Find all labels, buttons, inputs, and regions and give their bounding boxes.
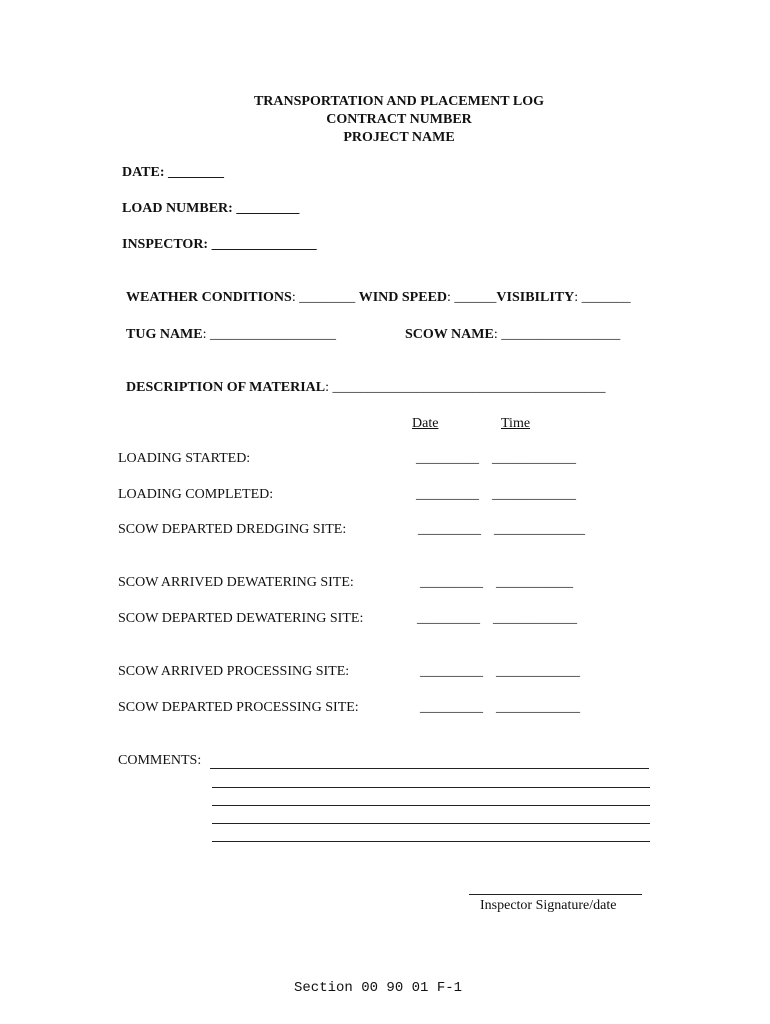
visibility-label: VISIBILITY <box>496 290 575 305</box>
comments-line[interactable] <box>212 841 650 842</box>
row-label: LOADING COMPLETED: <box>118 487 274 502</box>
section-footer: Section 00 90 01 F-1 <box>294 980 463 996</box>
row-label: LOADING STARTED: <box>118 451 251 466</box>
load-number-field[interactable]: LOAD NUMBER: _________ <box>122 201 300 216</box>
comments-line[interactable] <box>212 805 650 806</box>
tug-name-blank[interactable]: : __________________ <box>202 327 337 342</box>
row-label: SCOW ARRIVED DEWATERING SITE: <box>118 575 354 590</box>
material-label: DESCRIPTION OF MATERIAL <box>126 380 326 395</box>
weather-label: WEATHER CONDITIONS <box>126 290 292 305</box>
date-blank[interactable]: _________ <box>420 664 483 679</box>
comments-label: COMMENTS: <box>118 753 202 768</box>
tug-name-field <box>118 310 336 342</box>
wind-speed-label: WIND SPEED <box>358 290 448 305</box>
date-blank[interactable]: _________ <box>420 700 483 715</box>
scow-name-field <box>397 310 620 342</box>
project-name: PROJECT NAME <box>343 130 455 145</box>
scow-name-blank[interactable]: : _________________ <box>493 327 621 342</box>
row-label: SCOW DEPARTED PROCESSING SITE: <box>118 700 359 715</box>
time-blank[interactable]: ____________ <box>496 664 580 679</box>
signature-line[interactable] <box>469 894 642 895</box>
date-blank[interactable]: _________ <box>418 522 481 537</box>
tug-name-label: TUG NAME <box>126 327 203 342</box>
date-blank[interactable]: _________ <box>420 575 483 590</box>
row-label: SCOW ARRIVED PROCESSING SITE: <box>118 664 350 679</box>
visibility-blank[interactable]: : _______ <box>574 290 631 305</box>
comments-line[interactable] <box>212 787 650 788</box>
material-blank[interactable]: : _______________________________________ <box>325 380 606 395</box>
time-blank[interactable]: ____________ <box>492 451 576 466</box>
time-blank[interactable]: ____________ <box>493 611 577 626</box>
time-blank[interactable]: ____________ <box>496 700 580 715</box>
form-title: TRANSPORTATION AND PLACEMENT LOG <box>253 94 545 109</box>
date-blank[interactable]: _________ <box>416 451 479 466</box>
material-field <box>118 363 606 395</box>
date-blank[interactable]: _________ <box>416 487 479 502</box>
comments-line[interactable] <box>210 768 649 769</box>
conditions-row <box>118 273 631 305</box>
contract-number: CONTRACT NUMBER <box>326 112 472 127</box>
weather-blank[interactable]: : ________ <box>291 290 359 305</box>
time-blank[interactable]: ___________ <box>496 575 573 590</box>
date-blank[interactable]: _________ <box>417 611 480 626</box>
date-column-header: Date <box>412 416 439 431</box>
date-field[interactable]: DATE: ________ <box>122 165 225 180</box>
row-label: SCOW DEPARTED DEWATERING SITE: <box>118 611 364 626</box>
time-column-header: Time <box>501 416 531 431</box>
row-label: SCOW DEPARTED DREDGING SITE: <box>118 522 347 537</box>
time-blank[interactable]: _____________ <box>494 522 585 537</box>
scow-name-label: SCOW NAME <box>405 327 494 342</box>
signature-label: Inspector Signature/date <box>480 898 617 913</box>
time-blank[interactable]: ____________ <box>492 487 576 502</box>
comments-line[interactable] <box>212 823 650 824</box>
wind-speed-blank[interactable]: : ______ <box>447 290 497 305</box>
inspector-field[interactable]: INSPECTOR: _______________ <box>122 237 317 252</box>
